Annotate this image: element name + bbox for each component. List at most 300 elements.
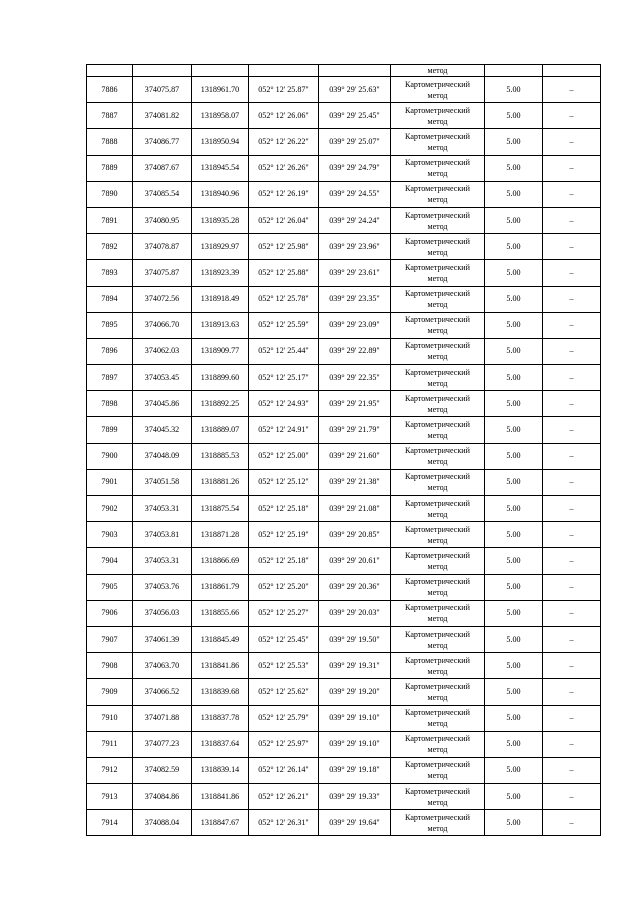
method-cell [391, 443, 485, 469]
latitude-cell: 052° 12' 26.31" [249, 810, 319, 836]
method-cell [391, 286, 485, 312]
coord-x-cell: 374088.04 [133, 810, 192, 836]
point-number-cell: 7903 [87, 522, 133, 548]
point-number-cell: 7887 [87, 103, 133, 129]
method-line-1: Картометрический [405, 786, 470, 796]
coord-y-cell: 1318837.64 [192, 731, 249, 757]
coord-y-cell: 1318885.53 [192, 443, 249, 469]
longitude-cell: 039° 29' 21.38" [319, 469, 391, 495]
coord-y-cell: 1318841.86 [192, 784, 249, 810]
latitude-cell: 052° 12' 25.98" [249, 234, 319, 260]
method-line-1: Картометрический [405, 341, 470, 351]
note-cell: – [543, 600, 601, 626]
coord-x-cell: 374081.82 [133, 103, 192, 129]
coord-y-cell: 1318845.49 [192, 626, 249, 652]
accuracy-cell: 5.00 [485, 181, 543, 207]
latitude-cell: 052° 12' 25.53" [249, 653, 319, 679]
coord-y-cell: 1318918.49 [192, 286, 249, 312]
latitude-cell: 052° 12' 26.04" [249, 207, 319, 233]
method-cell [391, 234, 485, 260]
coord-y-cell: 1318923.39 [192, 260, 249, 286]
coord-x-cell: 374085.54 [133, 181, 192, 207]
latitude-cell: 052° 12' 26.22" [249, 129, 319, 155]
point-number-cell: 7893 [87, 260, 133, 286]
coord-y-cell: 1318909.77 [192, 338, 249, 364]
coord-y-cell: 1318929.97 [192, 234, 249, 260]
continuation-cell-accuracy [485, 65, 543, 77]
note-cell: – [543, 155, 601, 181]
latitude-cell: 052° 12' 25.18" [249, 496, 319, 522]
latitude-cell: 052° 12' 25.87" [249, 77, 319, 103]
table-row [87, 103, 601, 129]
note-cell: – [543, 234, 601, 260]
note-cell: – [543, 548, 601, 574]
method-line-2: метод [427, 483, 448, 493]
latitude-cell: 052° 12' 25.27" [249, 600, 319, 626]
coord-y-cell: 1318892.25 [192, 391, 249, 417]
note-cell: – [543, 469, 601, 495]
table-row [87, 731, 601, 757]
coord-x-cell: 374062.03 [133, 338, 192, 364]
coord-x-cell: 374075.87 [133, 77, 192, 103]
method-line-1: Картометрический [405, 655, 470, 665]
accuracy-cell: 5.00 [485, 574, 543, 600]
method-line-2: метод [427, 719, 448, 729]
coord-y-cell: 1318841.86 [192, 653, 249, 679]
method-line-2: метод [427, 614, 448, 624]
method-line-2: метод [427, 771, 448, 781]
point-number-cell: 7886 [87, 77, 133, 103]
longitude-cell: 039° 29' 21.79" [319, 417, 391, 443]
method-line-2: метод [427, 666, 448, 676]
note-cell: – [543, 129, 601, 155]
note-cell: – [543, 391, 601, 417]
method-line-2: метод [427, 431, 448, 441]
longitude-cell: 039° 29' 24.24" [319, 207, 391, 233]
coord-x-cell: 374061.39 [133, 626, 192, 652]
longitude-cell: 039° 29' 19.31" [319, 653, 391, 679]
coord-x-cell: 374087.67 [133, 155, 192, 181]
accuracy-cell: 5.00 [485, 155, 543, 181]
table-row [87, 417, 601, 443]
coord-y-cell: 1318866.69 [192, 548, 249, 574]
note-cell: – [543, 626, 601, 652]
method-line-2: метод [427, 640, 448, 650]
method-cell [391, 496, 485, 522]
method-line-2: метод [427, 142, 448, 152]
note-cell: – [543, 443, 601, 469]
method-line-1: Картометрический [405, 420, 470, 430]
continuation-cell-lon [319, 65, 391, 77]
method-line-1: Картометрический [405, 603, 470, 613]
table-row [87, 679, 601, 705]
point-number-cell: 7911 [87, 731, 133, 757]
method-cell [391, 365, 485, 391]
accuracy-cell: 5.00 [485, 705, 543, 731]
accuracy-cell: 5.00 [485, 207, 543, 233]
latitude-cell: 052° 12' 25.59" [249, 312, 319, 338]
table-row [87, 496, 601, 522]
accuracy-cell: 5.00 [485, 391, 543, 417]
longitude-cell: 039° 29' 19.64" [319, 810, 391, 836]
method-cell [391, 600, 485, 626]
table-row [87, 810, 601, 836]
method-cell [391, 103, 485, 129]
coord-x-cell: 374078.87 [133, 234, 192, 260]
coord-y-cell: 1318945.54 [192, 155, 249, 181]
method-cell [391, 522, 485, 548]
accuracy-cell: 5.00 [485, 365, 543, 391]
accuracy-cell: 5.00 [485, 234, 543, 260]
latitude-cell: 052° 12' 25.88" [249, 260, 319, 286]
point-number-cell: 7896 [87, 338, 133, 364]
coordinates-table [86, 64, 601, 836]
coord-x-cell: 374053.31 [133, 548, 192, 574]
method-line-1: Картометрический [405, 262, 470, 272]
point-number-cell: 7894 [87, 286, 133, 312]
coord-x-cell: 374053.76 [133, 574, 192, 600]
method-line-1: Картометрический [405, 812, 470, 822]
accuracy-cell: 5.00 [485, 626, 543, 652]
method-fragment: метод [427, 66, 448, 75]
method-line-1: Картометрический [405, 577, 470, 587]
method-line-2: метод [427, 273, 448, 283]
accuracy-cell: 5.00 [485, 338, 543, 364]
note-cell: – [543, 679, 601, 705]
coord-x-cell: 374082.59 [133, 757, 192, 783]
method-cell [391, 784, 485, 810]
longitude-cell: 039° 29' 20.85" [319, 522, 391, 548]
method-line-2: метод [427, 692, 448, 702]
method-cell [391, 312, 485, 338]
accuracy-cell: 5.00 [485, 810, 543, 836]
point-number-cell: 7904 [87, 548, 133, 574]
table-row [87, 312, 601, 338]
coord-x-cell: 374086.77 [133, 129, 192, 155]
method-line-2: метод [427, 195, 448, 205]
method-line-2: метод [427, 247, 448, 257]
table-row [87, 155, 601, 181]
method-line-1: Картометрический [405, 315, 470, 325]
method-cell [391, 574, 485, 600]
accuracy-cell: 5.00 [485, 522, 543, 548]
method-cell [391, 207, 485, 233]
table-continuation-row [87, 65, 601, 77]
table-row [87, 443, 601, 469]
coord-y-cell: 1318961.70 [192, 77, 249, 103]
latitude-cell: 052° 12' 24.93" [249, 391, 319, 417]
point-number-cell: 7895 [87, 312, 133, 338]
longitude-cell: 039° 29' 23.96" [319, 234, 391, 260]
coord-y-cell: 1318839.14 [192, 757, 249, 783]
method-cell [391, 181, 485, 207]
note-cell: – [543, 207, 601, 233]
accuracy-cell: 5.00 [485, 757, 543, 783]
note-cell: – [543, 705, 601, 731]
method-line-1: Картометрический [405, 524, 470, 534]
method-line-1: Картометрический [405, 629, 470, 639]
coord-x-cell: 374053.81 [133, 522, 192, 548]
point-number-cell: 7909 [87, 679, 133, 705]
method-line-1: Картометрический [405, 105, 470, 115]
method-cell [391, 548, 485, 574]
method-line-2: метод [427, 745, 448, 755]
method-cell [391, 155, 485, 181]
note-cell: – [543, 653, 601, 679]
note-cell: – [543, 731, 601, 757]
method-cell [391, 679, 485, 705]
note-cell: – [543, 574, 601, 600]
note-cell: – [543, 312, 601, 338]
accuracy-cell: 5.00 [485, 417, 543, 443]
longitude-cell: 039° 29' 23.61" [319, 260, 391, 286]
method-cell [391, 810, 485, 836]
accuracy-cell: 5.00 [485, 600, 543, 626]
note-cell: – [543, 181, 601, 207]
point-number-cell: 7912 [87, 757, 133, 783]
longitude-cell: 039° 29' 19.10" [319, 731, 391, 757]
method-line-1: Картометрический [405, 393, 470, 403]
longitude-cell: 039° 29' 24.79" [319, 155, 391, 181]
coord-x-cell: 374077.23 [133, 731, 192, 757]
table-row [87, 234, 601, 260]
latitude-cell: 052° 12' 25.79" [249, 705, 319, 731]
method-line-2: метод [427, 535, 448, 545]
point-number-cell: 7891 [87, 207, 133, 233]
table-body [87, 65, 601, 836]
method-line-1: Картометрический [405, 498, 470, 508]
longitude-cell: 039° 29' 23.09" [319, 312, 391, 338]
longitude-cell: 039° 29' 22.89" [319, 338, 391, 364]
table-row [87, 626, 601, 652]
latitude-cell: 052° 12' 26.06" [249, 103, 319, 129]
coord-x-cell: 374051.58 [133, 469, 192, 495]
continuation-cell-lat [249, 65, 319, 77]
note-cell: – [543, 784, 601, 810]
method-line-2: метод [427, 326, 448, 336]
note-cell: – [543, 103, 601, 129]
coord-x-cell: 374053.31 [133, 496, 192, 522]
method-line-1: Картометрический [405, 367, 470, 377]
longitude-cell: 039° 29' 19.33" [319, 784, 391, 810]
method-cell [391, 129, 485, 155]
latitude-cell: 052° 12' 25.97" [249, 731, 319, 757]
method-line-2: метод [427, 509, 448, 519]
table-row [87, 391, 601, 417]
method-cell [391, 626, 485, 652]
method-cell [391, 77, 485, 103]
coord-y-cell: 1318881.26 [192, 469, 249, 495]
latitude-cell: 052° 12' 25.19" [249, 522, 319, 548]
accuracy-cell: 5.00 [485, 731, 543, 757]
longitude-cell: 039° 29' 19.10" [319, 705, 391, 731]
accuracy-cell: 5.00 [485, 286, 543, 312]
method-line-2: метод [427, 90, 448, 100]
note-cell: – [543, 77, 601, 103]
longitude-cell: 039° 29' 25.63" [319, 77, 391, 103]
continuation-cell-x [133, 65, 192, 77]
point-number-cell: 7900 [87, 443, 133, 469]
method-line-1: Картометрический [405, 289, 470, 299]
table-row [87, 207, 601, 233]
method-line-2: метод [427, 116, 448, 126]
table-row [87, 574, 601, 600]
accuracy-cell: 5.00 [485, 312, 543, 338]
note-cell: – [543, 522, 601, 548]
method-line-2: метод [427, 221, 448, 231]
continuation-cell-y [192, 65, 249, 77]
method-line-2: метод [427, 352, 448, 362]
note-cell: – [543, 260, 601, 286]
coord-y-cell: 1318847.67 [192, 810, 249, 836]
coord-x-cell: 374066.70 [133, 312, 192, 338]
method-line-2: метод [427, 797, 448, 807]
method-line-1: Картометрический [405, 446, 470, 456]
coord-x-cell: 374053.45 [133, 365, 192, 391]
latitude-cell: 052° 12' 25.20" [249, 574, 319, 600]
latitude-cell: 052° 12' 25.18" [249, 548, 319, 574]
method-line-2: метод [427, 300, 448, 310]
point-number-cell: 7888 [87, 129, 133, 155]
coord-y-cell: 1318871.28 [192, 522, 249, 548]
note-cell: – [543, 757, 601, 783]
method-cell [391, 469, 485, 495]
coord-x-cell: 374071.88 [133, 705, 192, 731]
longitude-cell: 039° 29' 24.55" [319, 181, 391, 207]
point-number-cell: 7906 [87, 600, 133, 626]
point-number-cell: 7905 [87, 574, 133, 600]
accuracy-cell: 5.00 [485, 496, 543, 522]
accuracy-cell: 5.00 [485, 469, 543, 495]
method-line-1: Картометрический [405, 760, 470, 770]
method-line-2: метод [427, 404, 448, 414]
table-row [87, 653, 601, 679]
longitude-cell: 039° 29' 20.03" [319, 600, 391, 626]
method-line-1: Картометрический [405, 236, 470, 246]
latitude-cell: 052° 12' 25.17" [249, 365, 319, 391]
table-row [87, 286, 601, 312]
longitude-cell: 039° 29' 25.45" [319, 103, 391, 129]
method-cell [391, 653, 485, 679]
accuracy-cell: 5.00 [485, 653, 543, 679]
accuracy-cell: 5.00 [485, 77, 543, 103]
note-cell: – [543, 286, 601, 312]
method-cell [391, 391, 485, 417]
method-line-1: Картометрический [405, 681, 470, 691]
method-line-2: метод [427, 561, 448, 571]
point-number-cell: 7914 [87, 810, 133, 836]
point-number-cell: 7892 [87, 234, 133, 260]
note-cell: – [543, 417, 601, 443]
latitude-cell: 052° 12' 26.21" [249, 784, 319, 810]
coord-y-cell: 1318899.60 [192, 365, 249, 391]
longitude-cell: 039° 29' 21.95" [319, 391, 391, 417]
method-cell [391, 705, 485, 731]
latitude-cell: 052° 12' 25.62" [249, 679, 319, 705]
point-number-cell: 7897 [87, 365, 133, 391]
coord-x-cell: 374080.95 [133, 207, 192, 233]
longitude-cell: 039° 29' 21.60" [319, 443, 391, 469]
table-row [87, 784, 601, 810]
coord-y-cell: 1318875.54 [192, 496, 249, 522]
point-number-cell: 7910 [87, 705, 133, 731]
coord-y-cell: 1318940.96 [192, 181, 249, 207]
coord-x-cell: 374056.03 [133, 600, 192, 626]
method-line-1: Картометрический [405, 472, 470, 482]
method-line-2: метод [427, 457, 448, 467]
method-line-1: Картометрический [405, 158, 470, 168]
method-cell [391, 338, 485, 364]
latitude-cell: 052° 12' 25.44" [249, 338, 319, 364]
coord-x-cell: 374066.52 [133, 679, 192, 705]
coord-x-cell: 374084.86 [133, 784, 192, 810]
table-row [87, 469, 601, 495]
latitude-cell: 052° 12' 26.26" [249, 155, 319, 181]
longitude-cell: 039° 29' 19.50" [319, 626, 391, 652]
continuation-cell-number [87, 65, 133, 77]
point-number-cell: 7890 [87, 181, 133, 207]
coord-y-cell: 1318861.79 [192, 574, 249, 600]
table-row [87, 365, 601, 391]
coord-x-cell: 374048.09 [133, 443, 192, 469]
coord-y-cell: 1318958.07 [192, 103, 249, 129]
method-line-2: метод [427, 169, 448, 179]
note-cell: – [543, 496, 601, 522]
note-cell: – [543, 338, 601, 364]
point-number-cell: 7901 [87, 469, 133, 495]
longitude-cell: 039° 29' 19.18" [319, 757, 391, 783]
accuracy-cell: 5.00 [485, 784, 543, 810]
latitude-cell: 052° 12' 26.14" [249, 757, 319, 783]
coord-y-cell: 1318935.28 [192, 207, 249, 233]
coord-x-cell: 374063.70 [133, 653, 192, 679]
coord-y-cell: 1318839.68 [192, 679, 249, 705]
method-line-1: Картометрический [405, 210, 470, 220]
method-line-1: Картометрический [405, 550, 470, 560]
point-number-cell: 7902 [87, 496, 133, 522]
point-number-cell: 7908 [87, 653, 133, 679]
method-cell [391, 417, 485, 443]
coord-x-cell: 374045.32 [133, 417, 192, 443]
table-row [87, 129, 601, 155]
longitude-cell: 039° 29' 20.61" [319, 548, 391, 574]
accuracy-cell: 5.00 [485, 548, 543, 574]
longitude-cell: 039° 29' 23.35" [319, 286, 391, 312]
longitude-cell: 039° 29' 21.08" [319, 496, 391, 522]
accuracy-cell: 5.00 [485, 443, 543, 469]
longitude-cell: 039° 29' 20.36" [319, 574, 391, 600]
table-row [87, 548, 601, 574]
method-line-2: метод [427, 588, 448, 598]
method-line-2: метод [427, 823, 448, 833]
table-row [87, 522, 601, 548]
coord-y-cell: 1318950.94 [192, 129, 249, 155]
accuracy-cell: 5.00 [485, 679, 543, 705]
method-line-2: метод [427, 378, 448, 388]
point-number-cell: 7913 [87, 784, 133, 810]
latitude-cell: 052° 12' 25.12" [249, 469, 319, 495]
latitude-cell: 052° 12' 25.78" [249, 286, 319, 312]
coord-x-cell: 374045.86 [133, 391, 192, 417]
longitude-cell: 039° 29' 25.07" [319, 129, 391, 155]
latitude-cell: 052° 12' 24.91" [249, 417, 319, 443]
method-cell [391, 731, 485, 757]
point-number-cell: 7907 [87, 626, 133, 652]
continuation-cell-note [543, 65, 601, 77]
latitude-cell: 052° 12' 25.45" [249, 626, 319, 652]
latitude-cell: 052° 12' 26.19" [249, 181, 319, 207]
point-number-cell: 7899 [87, 417, 133, 443]
